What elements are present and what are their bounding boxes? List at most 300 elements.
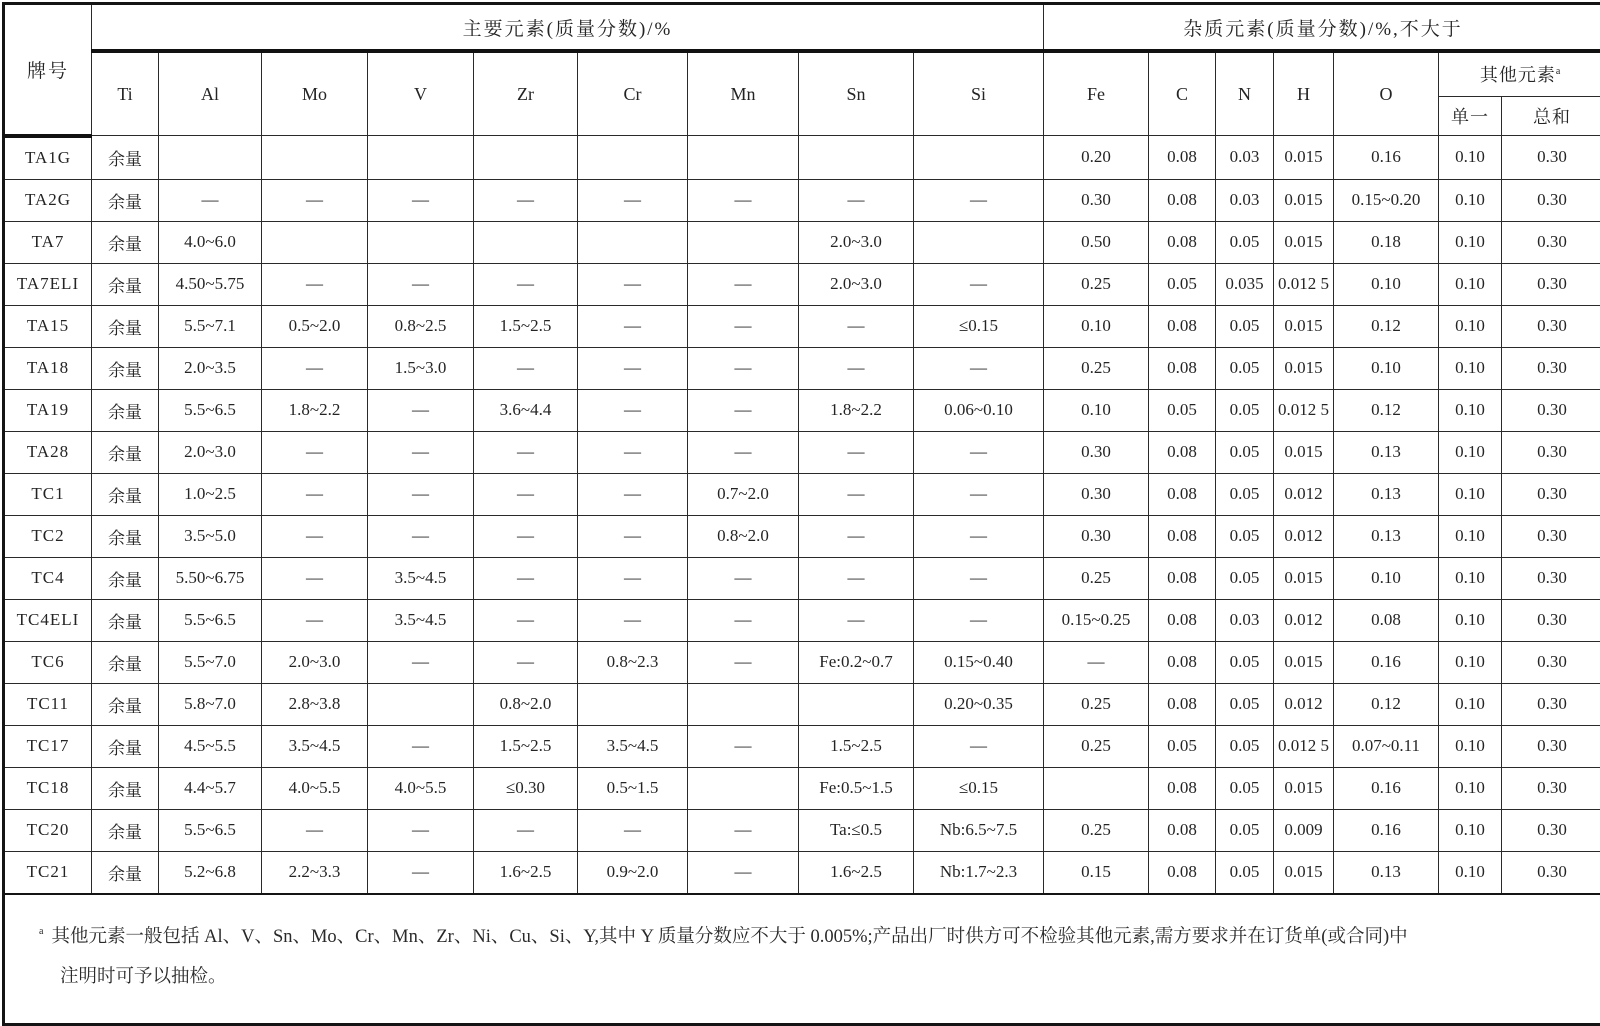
value-cell: 1.5~2.5 — [474, 305, 578, 347]
value-cell: 0.015 — [1274, 305, 1334, 347]
value-cell: — — [688, 725, 799, 767]
value-cell: 0.10 — [1439, 347, 1502, 389]
value-cell: 余量 — [92, 599, 159, 641]
value-cell: 2.2~3.3 — [262, 851, 368, 894]
value-cell: — — [578, 599, 688, 641]
value-cell: 0.10 — [1439, 557, 1502, 599]
value-cell: 0.10 — [1439, 725, 1502, 767]
value-cell: 0.08 — [1334, 599, 1439, 641]
value-cell: 0.30 — [1502, 557, 1600, 599]
value-cell: 0.12 — [1334, 683, 1439, 725]
value-cell: — — [578, 263, 688, 305]
value-cell: — — [368, 263, 474, 305]
value-cell: 0.30 — [1502, 136, 1600, 180]
table-body — [4, 136, 1600, 894]
value-cell: — — [262, 347, 368, 389]
footnote-row — [4, 894, 1600, 1025]
value-cell: — — [262, 515, 368, 557]
value-cell: 0.012 5 — [1274, 389, 1334, 431]
value-cell: 2.8~3.8 — [262, 683, 368, 725]
value-cell — [368, 683, 474, 725]
table-row — [4, 431, 1600, 473]
value-cell: — — [262, 179, 368, 221]
value-cell: 余量 — [92, 347, 159, 389]
value-cell: — — [688, 557, 799, 599]
value-cell: — — [474, 179, 578, 221]
value-cell: — — [688, 431, 799, 473]
value-cell: 0.012 — [1274, 599, 1334, 641]
value-cell: 0.30 — [1044, 179, 1149, 221]
column-header-single: 单一 — [1439, 96, 1502, 135]
table-footer — [4, 894, 1600, 1025]
value-cell: 2.0~3.0 — [799, 263, 914, 305]
value-cell: — — [368, 515, 474, 557]
value-cell: 余量 — [92, 136, 159, 180]
table-row — [4, 389, 1600, 431]
value-cell: — — [688, 179, 799, 221]
value-cell: 0.012 — [1274, 683, 1334, 725]
value-cell: 0.30 — [1502, 473, 1600, 515]
value-cell: — — [914, 515, 1044, 557]
column-header-zr: Zr — [474, 51, 578, 136]
value-cell: — — [368, 389, 474, 431]
value-cell: 0.16 — [1334, 136, 1439, 180]
value-cell: 2.0~3.0 — [799, 221, 914, 263]
value-cell: — — [474, 263, 578, 305]
grade-cell: TC20 — [4, 809, 92, 851]
value-cell: — — [474, 347, 578, 389]
value-cell: 0.25 — [1044, 347, 1149, 389]
value-cell: 余量 — [92, 725, 159, 767]
value-cell: 0.13 — [1334, 515, 1439, 557]
value-cell: — — [799, 599, 914, 641]
value-cell: 0.08 — [1149, 431, 1216, 473]
column-header-v: V — [368, 51, 474, 136]
value-cell: 0.15~0.20 — [1334, 179, 1439, 221]
value-cell: 0.08 — [1149, 179, 1216, 221]
value-cell: 1.5~2.5 — [799, 725, 914, 767]
value-cell: 4.0~6.0 — [159, 221, 262, 263]
value-cell: — — [914, 347, 1044, 389]
value-cell: 0.035 — [1216, 263, 1274, 305]
table-row — [4, 683, 1600, 725]
value-cell: 5.5~7.0 — [159, 641, 262, 683]
value-cell: 0.13 — [1334, 473, 1439, 515]
value-cell — [914, 221, 1044, 263]
header-symbol-row — [4, 51, 1600, 96]
value-cell: — — [914, 179, 1044, 221]
grade-cell: TC4ELI — [4, 599, 92, 641]
value-cell: 0.08 — [1149, 136, 1216, 180]
value-cell: 0.8~2.0 — [474, 683, 578, 725]
column-header-h: H — [1274, 51, 1334, 136]
value-cell: — — [688, 305, 799, 347]
grade-cell: TA28 — [4, 431, 92, 473]
value-cell: ≤0.30 — [474, 767, 578, 809]
value-cell: 0.16 — [1334, 767, 1439, 809]
value-cell: 0.30 — [1502, 305, 1600, 347]
value-cell: 0.16 — [1334, 641, 1439, 683]
table-row — [4, 136, 1600, 180]
value-cell: 余量 — [92, 851, 159, 894]
value-cell: 2.0~3.5 — [159, 347, 262, 389]
value-cell: 0.05 — [1216, 851, 1274, 894]
value-cell: — — [368, 431, 474, 473]
alloy-composition-table — [2, 2, 1600, 1026]
impurity-elements-group-header: 杂质元素(质量分数)/%,不大于 — [1044, 4, 1600, 52]
value-cell: 0.05 — [1216, 725, 1274, 767]
value-cell: — — [578, 389, 688, 431]
column-header-sn: Sn — [799, 51, 914, 136]
value-cell: 5.5~6.5 — [159, 599, 262, 641]
value-cell: — — [578, 809, 688, 851]
value-cell: — — [914, 263, 1044, 305]
value-cell — [578, 683, 688, 725]
grade-cell: TC4 — [4, 557, 92, 599]
value-cell: 0.10 — [1439, 599, 1502, 641]
footnote-line2: 注明时可予以抽检。 — [60, 957, 1592, 997]
column-header-mo: Mo — [262, 51, 368, 136]
value-cell: 0.30 — [1044, 515, 1149, 557]
column-header-mn: Mn — [688, 51, 799, 136]
value-cell: 0.10 — [1439, 431, 1502, 473]
value-cell — [368, 136, 474, 180]
value-cell: 0.07~0.11 — [1334, 725, 1439, 767]
value-cell: 0.08 — [1149, 599, 1216, 641]
value-cell: 0.20~0.35 — [914, 683, 1044, 725]
value-cell: 0.12 — [1334, 305, 1439, 347]
value-cell: 2.0~3.0 — [262, 641, 368, 683]
value-cell: 余量 — [92, 767, 159, 809]
value-cell: — — [368, 809, 474, 851]
table-row — [4, 809, 1600, 851]
value-cell: Nb:1.7~2.3 — [914, 851, 1044, 894]
value-cell: 0.30 — [1502, 599, 1600, 641]
value-cell: 1.0~2.5 — [159, 473, 262, 515]
value-cell: 0.10 — [1439, 136, 1502, 180]
grade-cell: TA2G — [4, 179, 92, 221]
table-row — [4, 725, 1600, 767]
value-cell: 5.5~7.1 — [159, 305, 262, 347]
value-cell: Fe:0.5~1.5 — [799, 767, 914, 809]
value-cell: 0.08 — [1149, 767, 1216, 809]
value-cell: 4.50~5.75 — [159, 263, 262, 305]
value-cell: 0.7~2.0 — [688, 473, 799, 515]
value-cell: 0.10 — [1439, 305, 1502, 347]
value-cell — [799, 136, 914, 180]
table-row — [4, 263, 1600, 305]
value-cell: 3.5~4.5 — [368, 557, 474, 599]
value-cell: 0.50 — [1044, 221, 1149, 263]
value-cell: 0.012 5 — [1274, 263, 1334, 305]
value-cell: — — [474, 515, 578, 557]
value-cell: — — [914, 431, 1044, 473]
value-cell: 0.10 — [1334, 347, 1439, 389]
value-cell: 0.08 — [1149, 473, 1216, 515]
value-cell: 0.08 — [1149, 851, 1216, 894]
value-cell: — — [262, 599, 368, 641]
value-cell: 余量 — [92, 515, 159, 557]
value-cell: 余量 — [92, 809, 159, 851]
value-cell: — — [914, 725, 1044, 767]
value-cell: — — [474, 641, 578, 683]
value-cell: 0.10 — [1439, 809, 1502, 851]
value-cell: 0.08 — [1149, 347, 1216, 389]
value-cell: 0.10 — [1439, 851, 1502, 894]
value-cell: 0.10 — [1439, 389, 1502, 431]
value-cell: ≤0.15 — [914, 767, 1044, 809]
value-cell: 0.012 — [1274, 473, 1334, 515]
value-cell: 0.08 — [1149, 809, 1216, 851]
value-cell: — — [474, 557, 578, 599]
footnote-marker-superscript: a — [1556, 66, 1561, 77]
value-cell: — — [799, 347, 914, 389]
value-cell: — — [578, 179, 688, 221]
value-cell: — — [914, 473, 1044, 515]
value-cell: — — [262, 557, 368, 599]
value-cell — [474, 136, 578, 180]
other-elements-header — [1439, 51, 1600, 96]
value-cell: 0.08 — [1149, 683, 1216, 725]
value-cell: 0.015 — [1274, 136, 1334, 180]
value-cell: 0.10 — [1439, 179, 1502, 221]
grade-cell: TA19 — [4, 389, 92, 431]
value-cell: 5.8~7.0 — [159, 683, 262, 725]
value-cell: 1.6~2.5 — [474, 851, 578, 894]
value-cell: 0.30 — [1044, 473, 1149, 515]
value-cell: 3.5~4.5 — [262, 725, 368, 767]
value-cell: — — [262, 473, 368, 515]
value-cell: 0.30 — [1502, 431, 1600, 473]
value-cell: — — [368, 641, 474, 683]
value-cell: 0.05 — [1216, 641, 1274, 683]
value-cell: — — [799, 473, 914, 515]
value-cell: — — [799, 305, 914, 347]
value-cell: — — [578, 431, 688, 473]
column-header-cr: Cr — [578, 51, 688, 136]
footnote-line1-text: 其他元素一般包括 Al、V、Sn、Mo、Cr、Mn、Zr、Ni、Cu、Si、Y,其中 Y 质量分数应不大于 0.005%;产品出厂时供方可不检验其他元素,需方要求并在订货单(或合同)中 — [51, 927, 1407, 947]
value-cell: — — [688, 347, 799, 389]
value-cell: 0.03 — [1216, 599, 1274, 641]
value-cell: 0.25 — [1044, 725, 1149, 767]
value-cell: 0.5~1.5 — [578, 767, 688, 809]
column-header-c: C — [1149, 51, 1216, 136]
value-cell: — — [368, 725, 474, 767]
value-cell: 0.30 — [1502, 683, 1600, 725]
value-cell: 0.05 — [1216, 305, 1274, 347]
value-cell: 0.05 — [1216, 809, 1274, 851]
value-cell: 0.05 — [1216, 431, 1274, 473]
value-cell: 0.012 — [1274, 515, 1334, 557]
grade-cell: TC11 — [4, 683, 92, 725]
grade-cell: TA15 — [4, 305, 92, 347]
value-cell: 0.10 — [1439, 473, 1502, 515]
value-cell: 4.0~5.5 — [262, 767, 368, 809]
value-cell: 5.50~6.75 — [159, 557, 262, 599]
value-cell: 1.8~2.2 — [262, 389, 368, 431]
value-cell — [262, 221, 368, 263]
value-cell: 0.16 — [1334, 809, 1439, 851]
footnote-line1 — [39, 917, 1592, 957]
table-row — [4, 515, 1600, 557]
value-cell: 0.13 — [1334, 851, 1439, 894]
value-cell: Ta:≤0.5 — [799, 809, 914, 851]
value-cell: 0.05 — [1216, 683, 1274, 725]
value-cell: — — [578, 473, 688, 515]
value-cell: 0.20 — [1044, 136, 1149, 180]
value-cell: 0.08 — [1149, 221, 1216, 263]
value-cell: 0.05 — [1149, 725, 1216, 767]
value-cell: 3.6~4.4 — [474, 389, 578, 431]
value-cell: 0.015 — [1274, 767, 1334, 809]
value-cell: 余量 — [92, 179, 159, 221]
value-cell — [688, 136, 799, 180]
grade-cell: TC1 — [4, 473, 92, 515]
value-cell: 0.15~0.25 — [1044, 599, 1149, 641]
value-cell: — — [1044, 641, 1149, 683]
value-cell: Nb:6.5~7.5 — [914, 809, 1044, 851]
value-cell — [368, 221, 474, 263]
value-cell: 0.5~2.0 — [262, 305, 368, 347]
value-cell: 0.10 — [1334, 263, 1439, 305]
value-cell: 0.015 — [1274, 221, 1334, 263]
grade-cell: TC2 — [4, 515, 92, 557]
value-cell: 1.6~2.5 — [799, 851, 914, 894]
table-header — [4, 4, 1600, 136]
value-cell: 0.03 — [1216, 136, 1274, 180]
value-cell: 0.05 — [1216, 515, 1274, 557]
value-cell: 余量 — [92, 473, 159, 515]
grade-cell: TA7ELI — [4, 263, 92, 305]
value-cell: — — [474, 473, 578, 515]
value-cell: 0.10 — [1439, 767, 1502, 809]
value-cell: — — [799, 557, 914, 599]
value-cell: — — [368, 179, 474, 221]
value-cell: — — [474, 431, 578, 473]
other-elements-label: 其他元素 — [1480, 65, 1556, 85]
value-cell: — — [262, 431, 368, 473]
column-header-n: N — [1216, 51, 1274, 136]
value-cell: 余量 — [92, 557, 159, 599]
value-cell: — — [474, 809, 578, 851]
value-cell: 0.30 — [1502, 263, 1600, 305]
value-cell: 0.05 — [1149, 263, 1216, 305]
value-cell: 0.30 — [1502, 851, 1600, 894]
value-cell: 0.10 — [1439, 683, 1502, 725]
value-cell: 0.30 — [1502, 389, 1600, 431]
footnote-marker: a — [39, 926, 43, 937]
value-cell: 余量 — [92, 431, 159, 473]
table-row — [4, 179, 1600, 221]
value-cell: 0.8~2.0 — [688, 515, 799, 557]
value-cell: — — [688, 851, 799, 894]
value-cell: 0.30 — [1502, 767, 1600, 809]
value-cell: — — [688, 809, 799, 851]
value-cell: 0.10 — [1044, 305, 1149, 347]
value-cell: 0.015 — [1274, 851, 1334, 894]
value-cell: 3.5~4.5 — [368, 599, 474, 641]
table-row — [4, 767, 1600, 809]
table-row — [4, 221, 1600, 263]
value-cell: 0.015 — [1274, 347, 1334, 389]
value-cell: 0.05 — [1149, 389, 1216, 431]
table-row — [4, 557, 1600, 599]
value-cell: — — [578, 557, 688, 599]
value-cell: 4.0~5.5 — [368, 767, 474, 809]
table-row — [4, 641, 1600, 683]
column-header-al: Al — [159, 51, 262, 136]
grade-column-header: 牌号 — [4, 4, 92, 136]
value-cell — [688, 767, 799, 809]
value-cell — [1044, 767, 1149, 809]
value-cell: 0.13 — [1334, 431, 1439, 473]
value-cell: 0.05 — [1216, 473, 1274, 515]
value-cell: 0.18 — [1334, 221, 1439, 263]
value-cell: 0.03 — [1216, 179, 1274, 221]
value-cell: 0.015 — [1274, 179, 1334, 221]
grade-cell: TC18 — [4, 767, 92, 809]
value-cell: 3.5~4.5 — [578, 725, 688, 767]
table-row — [4, 305, 1600, 347]
value-cell: 0.30 — [1502, 221, 1600, 263]
value-cell: 0.30 — [1502, 347, 1600, 389]
value-cell — [688, 683, 799, 725]
value-cell: — — [262, 809, 368, 851]
value-cell: — — [368, 851, 474, 894]
column-header-total: 总和 — [1502, 96, 1600, 135]
value-cell: 1.5~3.0 — [368, 347, 474, 389]
value-cell: 0.12 — [1334, 389, 1439, 431]
value-cell: 0.05 — [1216, 767, 1274, 809]
value-cell: ≤0.15 — [914, 305, 1044, 347]
grade-cell: TA18 — [4, 347, 92, 389]
value-cell: 余量 — [92, 683, 159, 725]
value-cell: — — [688, 599, 799, 641]
value-cell: 0.009 — [1274, 809, 1334, 851]
value-cell: 1.8~2.2 — [799, 389, 914, 431]
value-cell: 0.10 — [1439, 221, 1502, 263]
value-cell: — — [262, 263, 368, 305]
value-cell: — — [914, 557, 1044, 599]
value-cell: 0.30 — [1502, 179, 1600, 221]
value-cell: 余量 — [92, 389, 159, 431]
value-cell: 0.30 — [1502, 641, 1600, 683]
grade-cell: TC21 — [4, 851, 92, 894]
table-row — [4, 851, 1600, 894]
value-cell: 0.25 — [1044, 263, 1149, 305]
grade-cell: TA7 — [4, 221, 92, 263]
value-cell: 5.5~6.5 — [159, 809, 262, 851]
value-cell — [578, 136, 688, 180]
value-cell: 0.08 — [1149, 557, 1216, 599]
value-cell: — — [578, 515, 688, 557]
value-cell: 0.10 — [1334, 557, 1439, 599]
value-cell: 0.08 — [1149, 305, 1216, 347]
value-cell: 0.015 — [1274, 641, 1334, 683]
value-cell: 0.8~2.3 — [578, 641, 688, 683]
grade-cell: TC6 — [4, 641, 92, 683]
value-cell: — — [799, 515, 914, 557]
value-cell: 4.5~5.5 — [159, 725, 262, 767]
value-cell: 0.30 — [1502, 809, 1600, 851]
table-row — [4, 473, 1600, 515]
value-cell: 0.05 — [1216, 347, 1274, 389]
value-cell: — — [368, 473, 474, 515]
table-row — [4, 599, 1600, 641]
value-cell: 1.5~2.5 — [474, 725, 578, 767]
value-cell: — — [578, 305, 688, 347]
column-header-fe: Fe — [1044, 51, 1149, 136]
